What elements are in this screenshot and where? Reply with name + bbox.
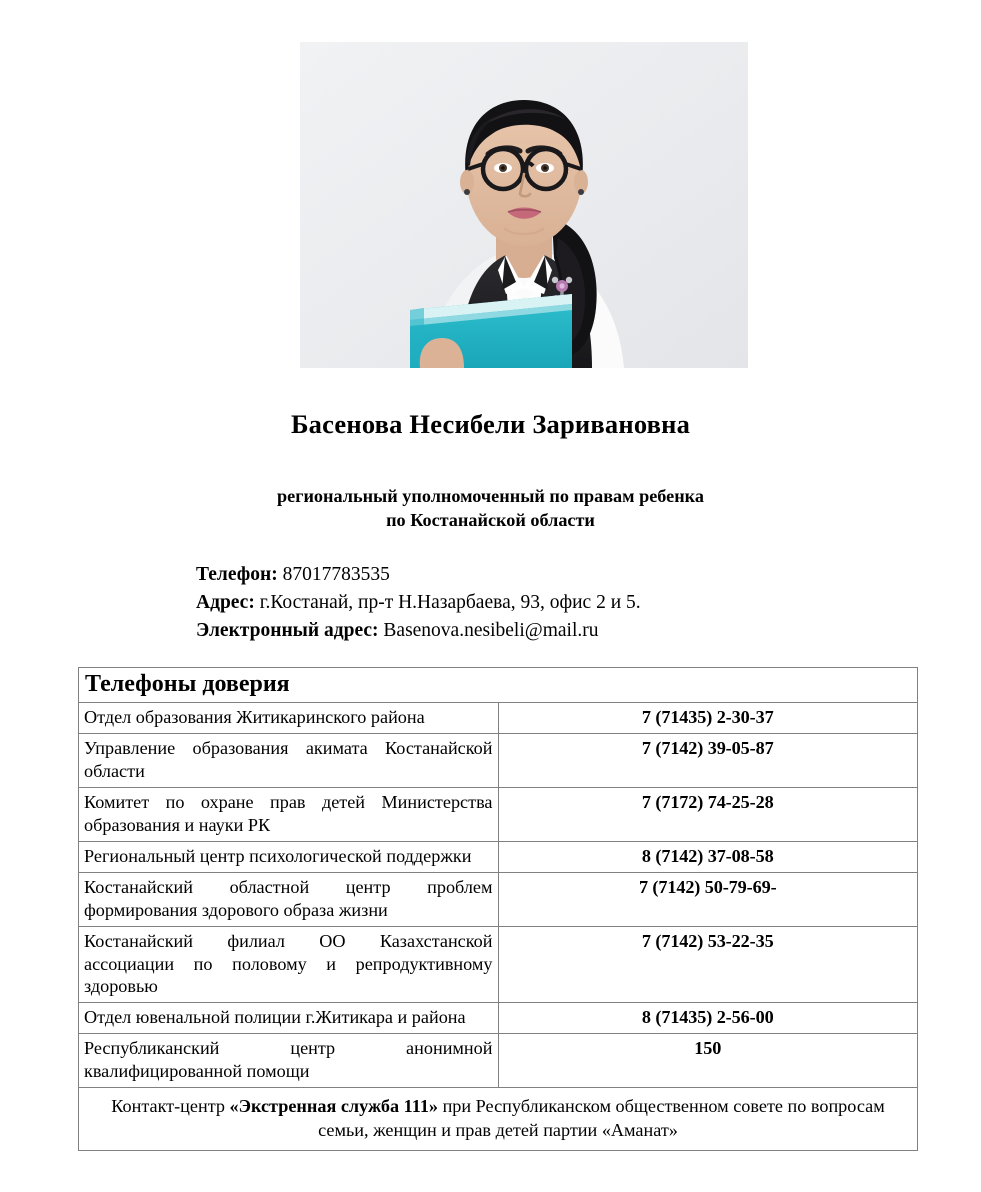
hotline-phone-cell: 8 (7142) 37-08-58: [498, 841, 918, 872]
footnote-emergency-service: «Экстренная служба 111»: [229, 1096, 439, 1117]
organization-name-cell: Отдел ювенальной полиции г.Житикара и района: [79, 1003, 499, 1034]
contact-address-label: Адрес:: [196, 592, 255, 614]
footnote-part-1: Контакт-центр: [111, 1096, 230, 1117]
footnote-part-3: при Республиканском общественном совете по вопросам семьи, женщин и прав детей партии «Аманат»: [318, 1096, 885, 1141]
table-footnote-row: [79, 1088, 918, 1151]
organization-name-cell: Республиканский центр анонимной квалифицированной помощи: [79, 1034, 499, 1088]
contact-phone-value: 87017783535: [277, 564, 390, 585]
table-row: [79, 926, 918, 1003]
page-title: Басенова Несибели Заривановна: [290, 409, 691, 439]
contact-address-value: г.Костанай, пр-т Н.Назарбаева, 93, офис 2 и 5.: [254, 592, 641, 614]
portrait-photo-image: [300, 42, 748, 368]
organization-name-cell: Костанайский областной центр проблем формирования здорового образа жизни: [79, 872, 499, 926]
organization-name-cell: Комитет по охране прав детей Министерства образования и науки РК: [79, 788, 499, 842]
hotline-phone-cell: 7 (7172) 74-25-28: [498, 788, 918, 842]
contact-phone-label: Телефон:: [196, 564, 278, 585]
contact-email-label: Электронный адрес:: [196, 620, 379, 642]
hotline-table: [78, 667, 918, 1151]
role-line-1: региональный уполномоченный по правам ребенка: [277, 486, 704, 506]
contact-email: [196, 617, 641, 645]
organization-name-cell: Отдел образования Житикаринского района: [79, 703, 499, 734]
contact-email-value: Basenova.nesibeli@mail.ru: [378, 620, 599, 642]
role-line-2: по Костанайской области: [386, 510, 595, 531]
role-subtitle: [0, 484, 981, 532]
table-header-row: [79, 668, 918, 703]
hotline-phone-cell: 150: [498, 1034, 918, 1088]
table-row: [79, 1003, 918, 1034]
hotline-phone-cell: 7 (71435) 2-30-37: [498, 703, 918, 734]
table-row: [79, 788, 918, 842]
contact-phone: [196, 561, 641, 589]
organization-name-cell: Костанайский филиал ОО Казахстанской ассоциации по половому и репродуктивному здоровью: [79, 926, 499, 1003]
portrait-photo: [300, 42, 748, 368]
table-row: [79, 872, 918, 926]
table-row: [79, 1034, 918, 1088]
table-row: [79, 734, 918, 788]
contact-block: [196, 561, 641, 645]
table-title: Телефоны доверия: [79, 668, 918, 703]
hotline-table-body: [79, 668, 918, 1151]
table-row: [79, 841, 918, 872]
contact-address: [196, 589, 641, 617]
table-footnote: [79, 1088, 918, 1151]
hotline-phone-cell: 7 (7142) 39-05-87: [498, 734, 918, 788]
hotline-phone-cell: 7 (7142) 53-22-35: [498, 926, 918, 1003]
hotline-phone-cell: 8 (71435) 2-56-00: [498, 1003, 918, 1034]
table-row: [79, 703, 918, 734]
organization-name-cell: Управление образования акимата Костанайской области: [79, 734, 499, 788]
hotline-phone-cell: 7 (7142) 50-79-69-: [498, 872, 918, 926]
organization-name-cell: Региональный центр психологической поддержки: [79, 841, 499, 872]
